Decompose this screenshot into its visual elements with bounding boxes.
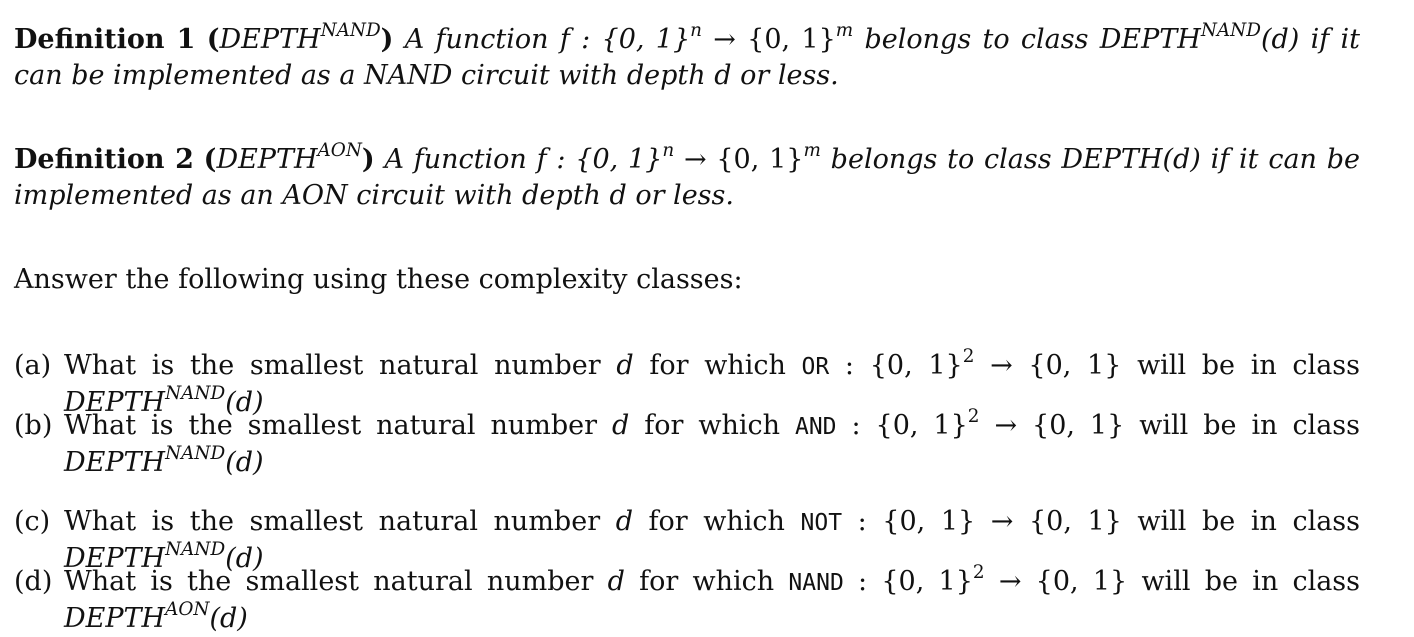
class-argument: (d): [1260, 24, 1300, 55]
domain-exponent: n: [662, 140, 675, 162]
function-signature: f : {0, 1}: [536, 144, 663, 175]
class-name: DEPTH: [1099, 24, 1201, 55]
question-text: will be in class: [1124, 410, 1361, 441]
class-argument: (d): [225, 543, 264, 574]
def-text: belongs to class: [820, 144, 1062, 175]
question-number: (d): [14, 566, 53, 597]
question-number: (b): [14, 410, 53, 441]
def-text: A function: [393, 24, 560, 55]
question-text: for which: [629, 410, 795, 441]
class-superscript: AON: [317, 140, 362, 162]
depth-variable: d: [615, 506, 633, 537]
gate-name: NAND: [788, 570, 844, 596]
question-d: [14, 564, 1360, 637]
codomain-exponent: m: [803, 140, 821, 162]
question-text: for which: [624, 566, 789, 597]
question-text: for which: [632, 506, 801, 537]
definition-2: [14, 142, 1360, 214]
close-paren: ): [380, 24, 394, 55]
gate-name: NOT: [800, 510, 843, 536]
def-text: or less.: [626, 180, 734, 211]
class-argument: (d): [225, 387, 264, 418]
signature-exponent: 2: [962, 346, 975, 368]
depth-variable: d: [611, 410, 630, 441]
question-text: will be in class: [1121, 506, 1361, 537]
depth-variable: d: [609, 180, 627, 211]
open-paren: (: [206, 24, 220, 55]
class-name: DEPTH: [64, 603, 166, 634]
depth-variable: d: [607, 566, 625, 597]
class-name: DEPTH: [64, 387, 166, 418]
class-name: DEPTH: [216, 144, 318, 175]
question-b: [14, 408, 1360, 481]
class-superscript: AON: [165, 599, 210, 621]
question-number: (c): [14, 506, 51, 537]
gate-signature: : {0, 1}: [829, 350, 963, 381]
close-paren: ): [361, 144, 375, 175]
question-text: What is the smallest natural number: [64, 350, 617, 381]
def-text: if it can be implemented as an AON circuit with depth: [14, 144, 1360, 211]
class-name: DEPTH: [64, 543, 166, 574]
codomain-exponent: m: [835, 20, 854, 42]
gate-name: AND: [794, 414, 837, 440]
def-text: belongs to class: [853, 24, 1100, 55]
gate-codomain: → {0, 1}: [975, 506, 1122, 537]
function-signature: f : {0, 1}: [559, 24, 691, 55]
definition-1: [14, 22, 1360, 94]
class-argument: (d): [209, 603, 248, 634]
question-text: What is the smallest natural number: [64, 566, 608, 597]
def-text: A function: [374, 144, 537, 175]
gate-signature: : {0, 1}: [842, 506, 976, 537]
depth-variable: d: [714, 60, 732, 91]
depth-variable: d: [616, 350, 634, 381]
class-superscript: NAND: [165, 443, 226, 465]
question-body: [64, 564, 1360, 637]
signature-exponent: 2: [972, 562, 985, 584]
class-name: DEPTH: [219, 24, 321, 55]
gate-signature: : {0, 1}: [836, 410, 968, 441]
gate-signature: : {0, 1}: [843, 566, 973, 597]
question-text: for which: [633, 350, 802, 381]
gate-codomain: → {0, 1}: [979, 410, 1125, 441]
question-text: What is the smallest natural number: [64, 506, 616, 537]
class-superscript: NAND: [320, 20, 381, 42]
question-number: (a): [14, 350, 52, 381]
question-body: [64, 408, 1360, 481]
codomain: → {0, 1}: [674, 144, 804, 175]
codomain: → {0, 1}: [701, 24, 836, 55]
open-paren: (: [203, 144, 217, 175]
question-text: will be in class: [1127, 566, 1361, 597]
def-text: or less.: [731, 60, 839, 91]
class-superscript: NAND: [165, 383, 226, 405]
intro-text: Answer the following using these complexity classes:: [14, 264, 743, 295]
gate-name: OR: [801, 354, 830, 380]
gate-codomain: → {0, 1}: [974, 350, 1122, 381]
signature-exponent: 2: [967, 406, 980, 428]
definition-label: Definition 2: [14, 144, 194, 175]
class-argument: (d): [225, 447, 264, 478]
gate-codomain: → {0, 1}: [984, 566, 1128, 597]
class-name: DEPTH: [64, 447, 166, 478]
domain-exponent: n: [690, 20, 702, 42]
class-name: DEPTH(d): [1061, 144, 1201, 175]
class-superscript: NAND: [1200, 20, 1261, 42]
definition-label: Definition 1: [14, 24, 196, 55]
question-text: will be in class: [1121, 350, 1360, 381]
question-text: What is the smallest natural number: [64, 410, 612, 441]
def-text: if it can be implemented as a NAND circuit with depth: [14, 24, 1360, 91]
class-superscript: NAND: [165, 539, 226, 561]
